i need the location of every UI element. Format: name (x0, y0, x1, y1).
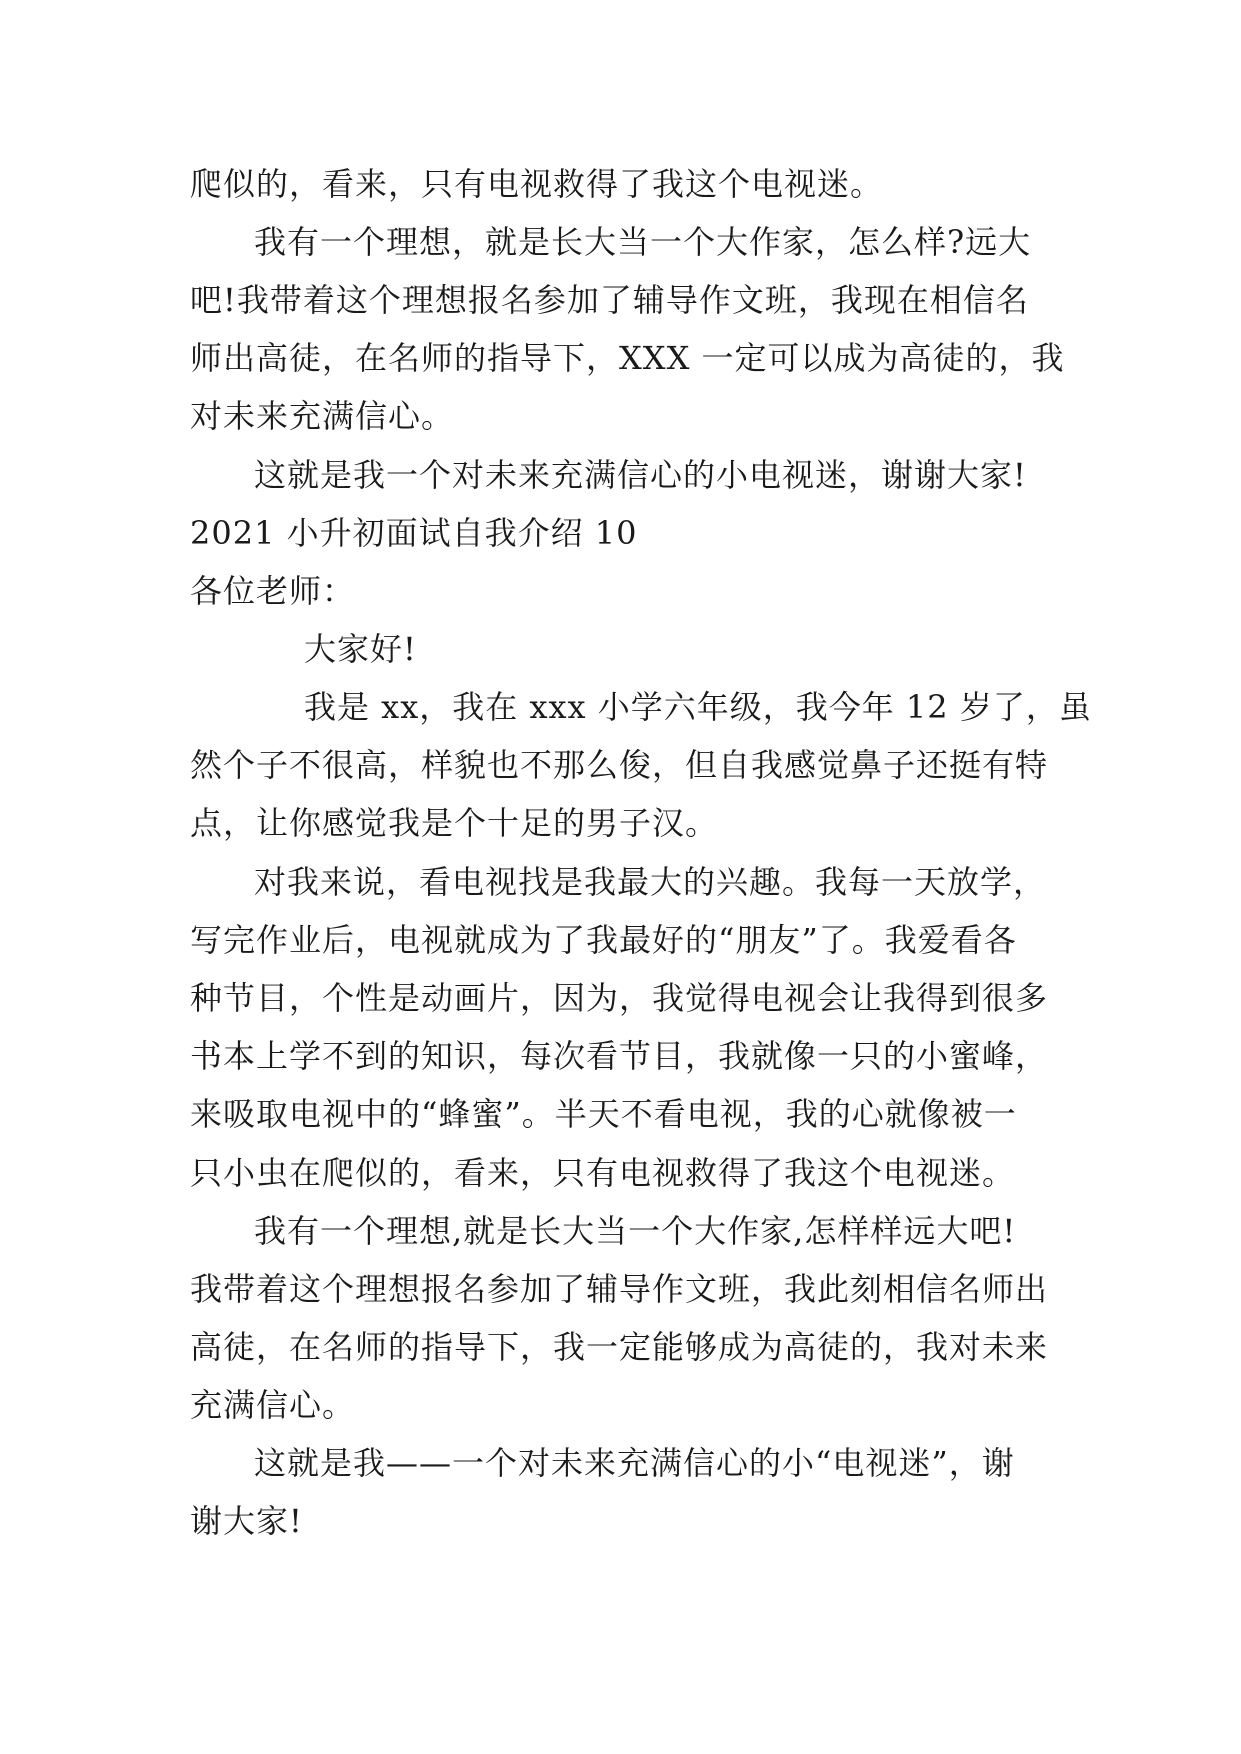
text-line: 这就是我——一个对未来充满信心的小“电视迷”，谢 (254, 1444, 1015, 1482)
section-heading: 2021 小升初面试自我介绍 10 (190, 514, 638, 552)
text-line: 来吸取电视中的“蜂蜜”。半天不看电视，我的心就像被一 (190, 1095, 1017, 1133)
text-line: 我带着这个理想报名参加了辅导作文班，我此刻相信名师出 (190, 1270, 1049, 1308)
text-line: 我有一个理想，就是长大当一个大作家，怎么样?远大 (254, 223, 1032, 261)
text-line: 吧!我带着这个理想报名参加了辅导作文班，我现在相信名 (190, 281, 1029, 319)
text-line: 书本上学不到的知识，每次看节目，我就像一只的小蜜峰， (190, 1037, 1049, 1075)
text-line: 爬似的，看来，只有电视救得了我这个电视迷。 (190, 165, 884, 203)
text-line: 高徒，在名师的指导下，我一定能够成为高徒的，我对未来 (190, 1328, 1049, 1366)
text-line: 谢大家! (190, 1502, 303, 1540)
text-line: 我是 xx，我在 xxx 小学六年级，我今年 12 岁了，虽 (304, 688, 1092, 726)
text-line: 对我来说，看电视找是我最大的兴趣。我每一天放学， (254, 863, 1047, 901)
text-line: 写完作业后，电视就成为了我最好的“朋友”了。我爱看各 (190, 921, 1017, 959)
text-line: 点，让你感觉我是个十足的男子汉。 (190, 804, 719, 842)
text-line: 对未来充满信心。 (190, 397, 455, 435)
greeting: 大家好! (304, 630, 417, 668)
text-line: 然个子不很高，样貌也不那么俊，但自我感觉鼻子还挺有特 (190, 746, 1049, 784)
text-line: 这就是我一个对未来充满信心的小电视迷，谢谢大家! (254, 456, 1027, 494)
salutation: 各位老师： (190, 572, 356, 610)
text-line: 种节目，个性是动画片，因为，我觉得电视会让我得到很多 (190, 979, 1049, 1017)
text-line: 我有一个理想,就是长大当一个大作家,怎样样远大吧! (254, 1212, 1017, 1250)
text-line: 只小虫在爬似的，看来，只有电视救得了我这个电视迷。 (190, 1154, 1016, 1192)
text-line: 充满信心。 (190, 1386, 356, 1424)
text-line: 师出高徒，在名师的指导下，XXX 一定可以成为高徒的，我 (190, 339, 1065, 377)
